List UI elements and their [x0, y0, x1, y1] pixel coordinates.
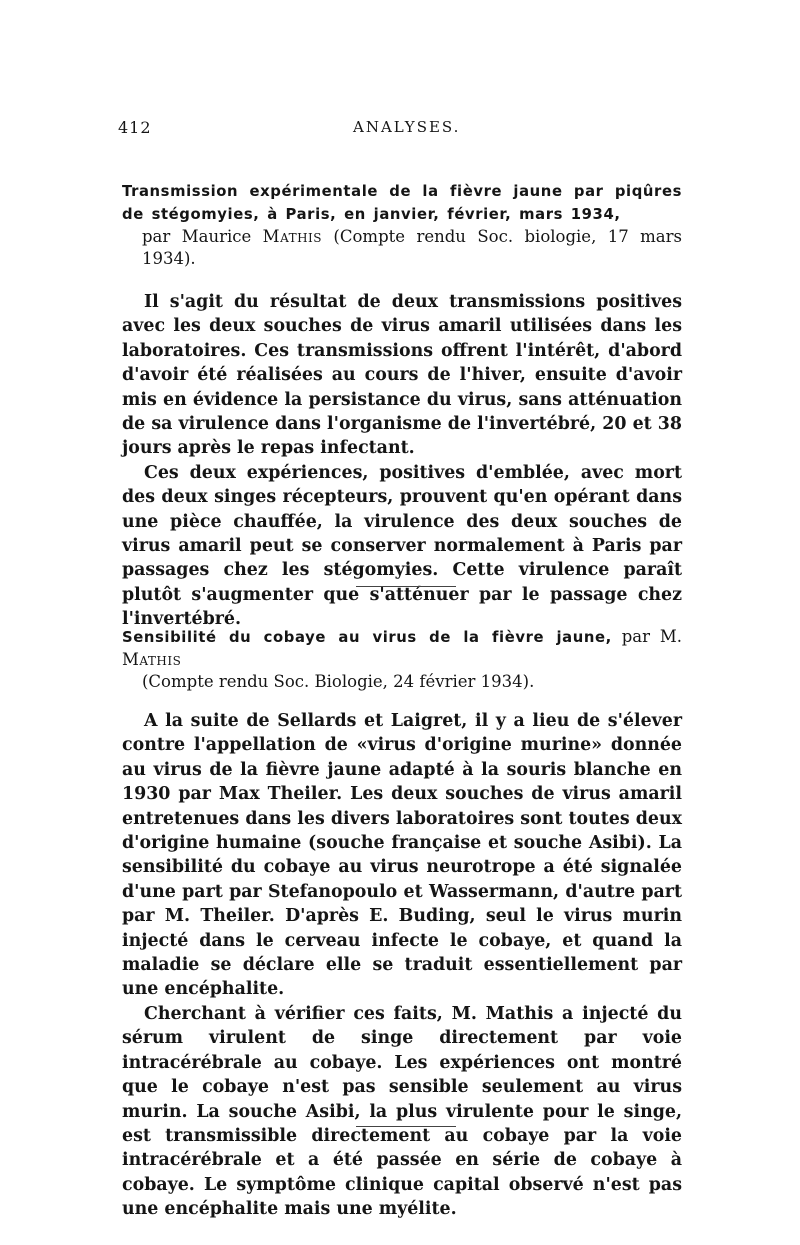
author-name: Mathis	[122, 650, 182, 669]
running-title: ANALYSES.	[353, 118, 461, 136]
byline-prefix: par M.	[611, 627, 682, 646]
article-title-block	[122, 180, 682, 270]
section-divider	[356, 1126, 456, 1127]
citation: (Compte rendu Soc. Biologie, 24 février 1934).	[142, 672, 535, 691]
article-sensibilite	[122, 626, 682, 1222]
article-title: Sensibilité du cobaye au virus de la fièvre jaune,	[122, 629, 612, 646]
article-paragraph: Cherchant à vérifier ces faits, M. Mathis a injecté du sérum virulent de singe directement par voie intracérébrale au cobaye. Les expériences ont montré que le cobaye n'est pas sensible seulement au virus murin. La souche Asibi, la plus virulente pour le singe, est transmissible directement au cobaye par la voie intracérébrale et a été passée en série de cobaye à cobaye. Le symptôme clinique capital observé n'est pas une encéphalite mais une myélite.	[122, 1003, 682, 1220]
section-divider	[356, 586, 456, 587]
article-paragraph: Il s'agit du résultat de deux transmissions positives avec les deux souches de virus amaril utilisées dans les laboratoires. Ces transmissions offrent l'intérêt, d'abord d'avoir été réalisées au cours de l'hiver, ensuite d'avoir mis en évidence la persistance du virus, sans atténuation de sa virulence dans l'organisme de l'invertébré, 20 et 38 jours après le repas infectant.	[122, 292, 682, 459]
byline-prefix: par Maurice	[142, 227, 263, 246]
article-title: Transmission expérimentale de la fièvre jaune par piqûres de stégomyies, à Paris, en janvier, février, mars 1934,	[122, 183, 682, 223]
citation: (Compte rendu Soc. biologie, 17 mars 1934).	[142, 227, 682, 268]
page-number: 412	[118, 118, 152, 137]
article-paragraph: Ces deux expériences, positives d'emblée, avec mort des deux singes récepteurs, prouvent qu'en opérant dans une pièce chauffée, la virulence des deux souches de virus amaril peut se conserver normalement à Paris par passages chez les stégomyies. Cette virulence paraît plutôt s'augmenter que s'atténuer par le passage chez l'invertébré.	[122, 462, 682, 630]
article-byline	[122, 226, 682, 270]
article-paragraph: A la suite de Sellards et Laigret, il y a lieu de s'élever contre l'appellation de «virus d'origine murine» donnée au virus de la fièvre jaune adapté à la souris blanche en 1930 par Max Theiler. Les deux souches de virus amaril entretenues dans les divers laboratoires sont toutes deux d'origine humaine (souche française et souche Asibi). La sensibilité du cobaye au virus neurotrope a été signalée d'une part par Stefanopoulo et Wassermann, d'autre part par M. Theiler. D'après E. Buding, seul le virus murin injecté dans le cerveau infecte le cobaye, et quand la maladie se déclare elle se traduit essentiellement par une encéphalite.	[122, 711, 682, 1000]
article-title-block	[122, 626, 682, 693]
article-transmission	[122, 180, 682, 632]
author-name: Mathis	[262, 227, 323, 246]
